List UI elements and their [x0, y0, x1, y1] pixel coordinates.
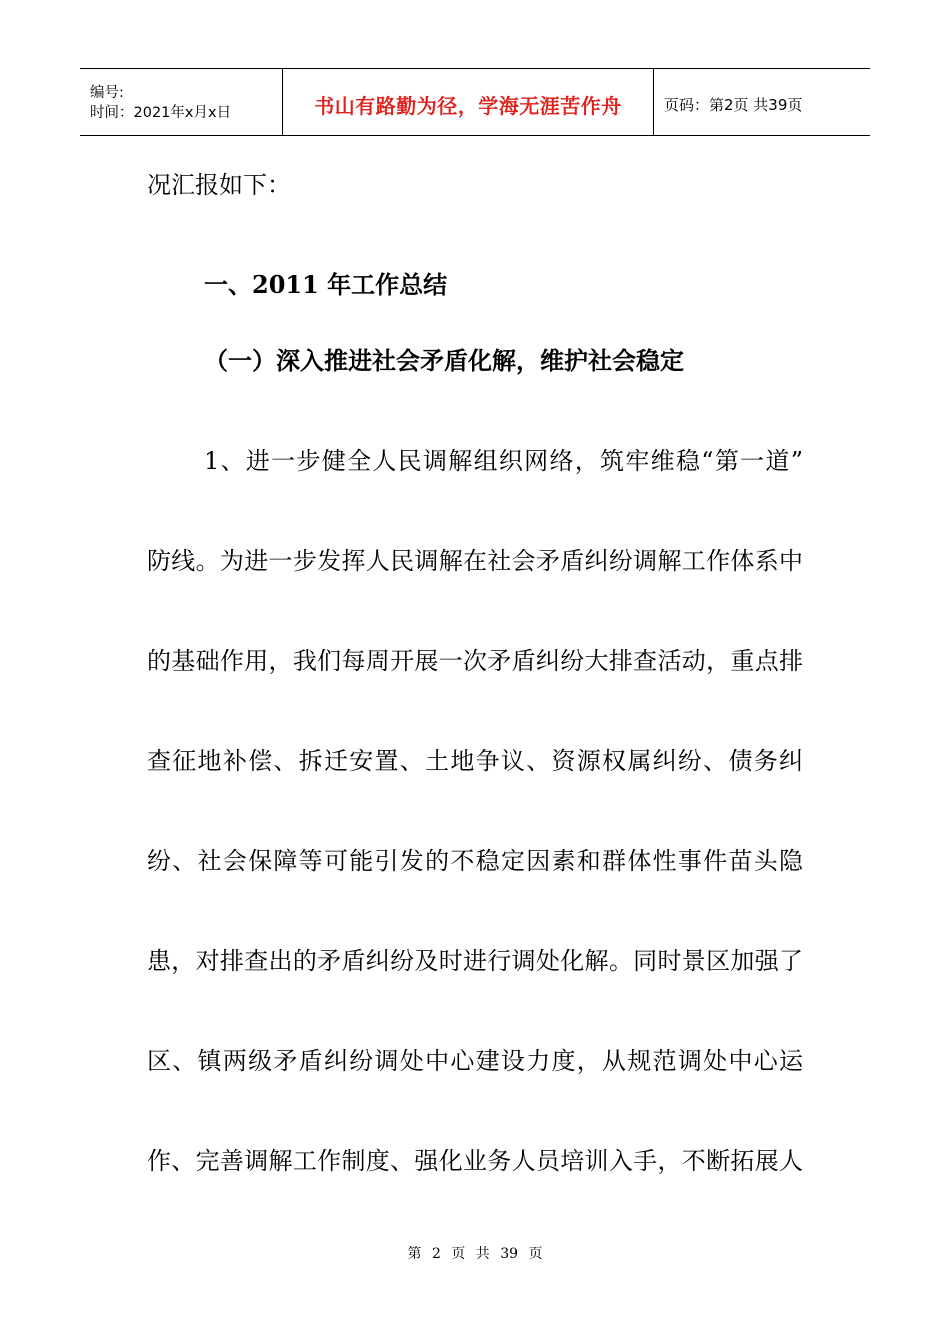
document-time-label: 时间：2021年x月x日 [90, 105, 232, 121]
subsection-heading: （一）深入推进社会矛盾化解，维护社会稳定 [204, 346, 684, 375]
section-heading: 一、2011 年工作总结 [204, 270, 448, 299]
paragraph-first-line: 1、进一步健全人民调解组织网络，筑牢维稳“第一道” [204, 447, 803, 475]
document-number-label: 编号: [90, 85, 124, 101]
paragraph-line: 防线。为进一步发挥人民调解在社会矛盾纠纷调解工作体系中 [147, 547, 803, 575]
paragraph-line: 作、完善调解工作制度、强化业务人员培训入手，不断拓展人 [147, 1147, 803, 1175]
paragraph-line: 区、镇两级矛盾纠纷调处中心建设力度，从规范调处中心运 [147, 1047, 803, 1075]
paragraph-line: 的基础作用，我们每周开展一次矛盾纠纷大排查活动，重点排 [147, 647, 803, 675]
header-motto: 书山有路勤为径，学海无涯苦作舟 [283, 69, 654, 135]
header-meta-cell [80, 69, 283, 135]
continuation-text: 况汇报如下： [147, 171, 291, 199]
paragraph-line: 纷、社会保障等可能引发的不稳定因素和群体性事件苗头隐 [147, 847, 803, 875]
paragraph-line: 查征地补偿、拆迁安置、土地争议、资源权属纠纷、债务纠 [147, 747, 803, 775]
paragraph-line: 患，对排查出的矛盾纠纷及时进行调处化解。同时景区加强了 [147, 947, 803, 975]
header-page-info: 页码：第2页 共39页 [664, 95, 803, 114]
page-header [80, 68, 870, 136]
page-footer: 第 2 页 共 39 页 [407, 1246, 543, 1262]
